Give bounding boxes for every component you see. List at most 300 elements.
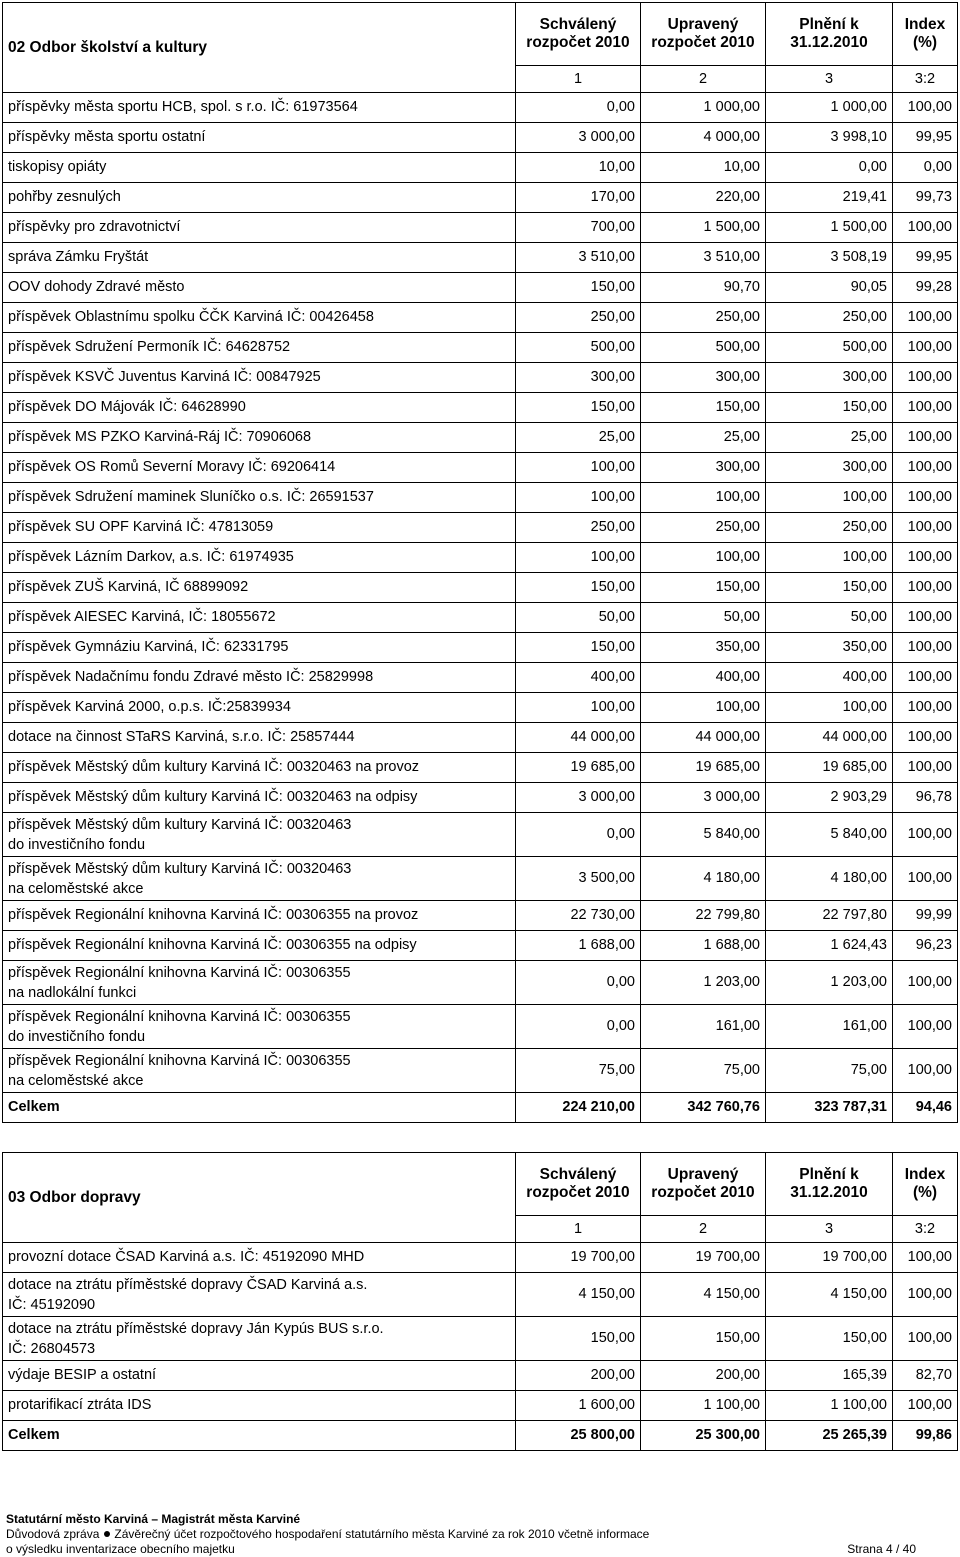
cell-v2: 5 840,00 xyxy=(641,813,766,857)
cell-v4: 100,00 xyxy=(893,303,958,333)
cell-v2: 161,00 xyxy=(641,1005,766,1049)
row-label-text: dotace na ztrátu příměstské dopravy ČSAD Karviná a.s. xyxy=(8,1276,368,1293)
row-label xyxy=(3,363,516,393)
cell-v1: 300,00 xyxy=(516,363,641,393)
cell-v4: 100,00 xyxy=(893,663,958,693)
col-number-2: 2 xyxy=(641,1216,766,1243)
cell-v1: 150,00 xyxy=(516,273,641,303)
cell-v1: 150,00 xyxy=(516,573,641,603)
row-label-text-cont: do investičního fondu xyxy=(8,1028,146,1045)
cell-v3: 25,00 xyxy=(766,423,893,453)
cell-v3: 19 700,00 xyxy=(766,1243,893,1273)
cell-v3: 150,00 xyxy=(766,573,893,603)
cell-v3: 250,00 xyxy=(766,303,893,333)
row-label-text: příspěvek AIESEC Karviná, IČ: 18055672 xyxy=(8,609,276,625)
cell-v1: 0,00 xyxy=(516,813,641,857)
cell-v3: 150,00 xyxy=(766,1317,893,1361)
row-label-text: správa Zámku Fryštát xyxy=(8,249,149,265)
row-label xyxy=(3,1005,516,1049)
cell-v2: 1 100,00 xyxy=(641,1391,766,1421)
table-row xyxy=(3,273,958,303)
cell-v1: 25,00 xyxy=(516,423,641,453)
row-label xyxy=(3,1391,516,1421)
table-row xyxy=(3,183,958,213)
cell-v4: 100,00 xyxy=(893,543,958,573)
cell-v1: 1 688,00 xyxy=(516,931,641,961)
cell-v3: 150,00 xyxy=(766,393,893,423)
cell-v4: 99,73 xyxy=(893,183,958,213)
cell-v2: 300,00 xyxy=(641,453,766,483)
table-row xyxy=(3,753,958,783)
cell-v3: 1 500,00 xyxy=(766,213,893,243)
cell-v3: 75,00 xyxy=(766,1049,893,1093)
table-row xyxy=(3,857,958,901)
cell-v1: 1 600,00 xyxy=(516,1391,641,1421)
col-number-1: 1 xyxy=(516,1216,641,1243)
total-label: Celkem xyxy=(3,1093,516,1123)
cell-v4: 100,00 xyxy=(893,857,958,901)
cell-v2: 4 150,00 xyxy=(641,1273,766,1317)
cell-v2: 19 700,00 xyxy=(641,1243,766,1273)
cell-v3: 2 903,29 xyxy=(766,783,893,813)
row-label-text-cont: na celoměstské akce xyxy=(8,1072,144,1089)
table-row xyxy=(3,513,958,543)
table-school-culture xyxy=(2,2,958,1123)
cell-v2: 100,00 xyxy=(641,483,766,513)
cell-v1: 3 000,00 xyxy=(516,123,641,153)
cell-v1: 4 150,00 xyxy=(516,1273,641,1317)
total-row xyxy=(3,1093,958,1123)
cell-v4: 100,00 xyxy=(893,393,958,423)
total-v1: 224 210,00 xyxy=(516,1093,641,1123)
header-approved-budget: Schválený rozpočet 2010 xyxy=(516,3,641,66)
table-row xyxy=(3,333,958,363)
cell-v4: 100,00 xyxy=(893,813,958,857)
row-label-text: příspěvek MS PZKO Karviná-Ráj IČ: 70906068 xyxy=(8,429,312,445)
cell-v1: 100,00 xyxy=(516,543,641,573)
cell-v1: 75,00 xyxy=(516,1049,641,1093)
row-label xyxy=(3,961,516,1005)
row-label xyxy=(3,273,516,303)
footer-report-line xyxy=(6,1527,916,1542)
cell-v4: 100,00 xyxy=(893,1391,958,1421)
table-row xyxy=(3,901,958,931)
cell-v2: 200,00 xyxy=(641,1361,766,1391)
cell-v2: 250,00 xyxy=(641,303,766,333)
row-label xyxy=(3,1273,516,1317)
row-label-text: příspěvek Regionální knihovna Karviná IČ: 00306355 na provoz xyxy=(8,907,419,923)
cell-v4: 100,00 xyxy=(893,1273,958,1317)
cell-v3: 0,00 xyxy=(766,153,893,183)
cell-v3: 90,05 xyxy=(766,273,893,303)
total-v4: 99,86 xyxy=(893,1421,958,1451)
cell-v2: 3 000,00 xyxy=(641,783,766,813)
cell-v3: 1 203,00 xyxy=(766,961,893,1005)
department-title: 02 Odbor školství a kultury xyxy=(3,3,516,93)
cell-v3: 5 840,00 xyxy=(766,813,893,857)
table-row xyxy=(3,783,958,813)
cell-v3: 3 998,10 xyxy=(766,123,893,153)
row-label-text: příspěvek Městský dům kultury Karviná IČ: 00320463 xyxy=(8,816,352,833)
table-row xyxy=(3,1005,958,1049)
row-label xyxy=(3,1317,516,1361)
cell-v1: 22 730,00 xyxy=(516,901,641,931)
cell-v3: 4 180,00 xyxy=(766,857,893,901)
cell-v3: 50,00 xyxy=(766,603,893,633)
cell-v4: 100,00 xyxy=(893,693,958,723)
cell-v2: 25,00 xyxy=(641,423,766,453)
cell-v1: 3 510,00 xyxy=(516,243,641,273)
row-label xyxy=(3,663,516,693)
page-footer xyxy=(6,1512,916,1557)
row-label xyxy=(3,333,516,363)
footer-last-line xyxy=(6,1542,916,1557)
cell-v4: 100,00 xyxy=(893,603,958,633)
cell-v2: 500,00 xyxy=(641,333,766,363)
row-label xyxy=(3,423,516,453)
table-row xyxy=(3,1317,958,1361)
cell-v3: 100,00 xyxy=(766,543,893,573)
cell-v2: 4 180,00 xyxy=(641,857,766,901)
footer-report-title: Závěrečný účet rozpočtového hospodaření statutárního města Karviné za rok 2010 včetně informace xyxy=(114,1527,650,1541)
cell-v2: 50,00 xyxy=(641,603,766,633)
table-row xyxy=(3,633,958,663)
cell-v1: 500,00 xyxy=(516,333,641,363)
cell-v1: 19 685,00 xyxy=(516,753,641,783)
header-index: Index (%) xyxy=(893,3,958,66)
cell-v4: 100,00 xyxy=(893,213,958,243)
cell-v1: 250,00 xyxy=(516,513,641,543)
table-row xyxy=(3,423,958,453)
row-label xyxy=(3,483,516,513)
col-number-4: 3:2 xyxy=(893,1216,958,1243)
row-label xyxy=(3,901,516,931)
header-adjusted-budget: Upravený rozpočet 2010 xyxy=(641,1153,766,1216)
row-label xyxy=(3,153,516,183)
row-label-text: příspěvek Městský dům kultury Karviná IČ: 00320463 xyxy=(8,860,352,877)
cell-v3: 19 685,00 xyxy=(766,753,893,783)
cell-v1: 10,00 xyxy=(516,153,641,183)
table-row xyxy=(3,363,958,393)
cell-v2: 1 500,00 xyxy=(641,213,766,243)
row-label-text: příspěvky města sportu ostatní xyxy=(8,129,206,145)
cell-v1: 44 000,00 xyxy=(516,723,641,753)
cell-v3: 500,00 xyxy=(766,333,893,363)
cell-v1: 100,00 xyxy=(516,453,641,483)
table-row xyxy=(3,961,958,1005)
row-label xyxy=(3,513,516,543)
total-label: Celkem xyxy=(3,1421,516,1451)
row-label xyxy=(3,1361,516,1391)
cell-v4: 100,00 xyxy=(893,1005,958,1049)
row-label-text: příspěvek Nadačnímu fondu Zdravé město IČ: 25829998 xyxy=(8,669,374,685)
cell-v1: 3 000,00 xyxy=(516,783,641,813)
row-label-text: příspěvek Regionální knihovna Karviná IČ: 00306355 na odpisy xyxy=(8,937,417,953)
table-row xyxy=(3,1243,958,1273)
row-label xyxy=(3,543,516,573)
total-v2: 25 300,00 xyxy=(641,1421,766,1451)
row-label xyxy=(3,857,516,901)
table-row xyxy=(3,123,958,153)
department-title: 03 Odbor dopravy xyxy=(3,1153,516,1243)
row-label-text: dotace na ztrátu příměstské dopravy Ján Kypús BUS s.r.o. xyxy=(8,1320,384,1337)
row-label-text: pohřby zesnulých xyxy=(8,189,121,205)
cell-v2: 22 799,80 xyxy=(641,901,766,931)
row-label-text: příspěvek Regionální knihovna Karviná IČ: 00306355 xyxy=(8,964,351,981)
cell-v2: 19 685,00 xyxy=(641,753,766,783)
cell-v4: 100,00 xyxy=(893,753,958,783)
table-row xyxy=(3,243,958,273)
row-label-text-cont: na nadlokální funkci xyxy=(8,984,137,1001)
cell-v3: 4 150,00 xyxy=(766,1273,893,1317)
cell-v2: 1 688,00 xyxy=(641,931,766,961)
cell-v1: 150,00 xyxy=(516,1317,641,1361)
row-label xyxy=(3,573,516,603)
row-label-text: tiskopisy opiáty xyxy=(8,159,107,175)
total-v4: 94,46 xyxy=(893,1093,958,1123)
row-label xyxy=(3,453,516,483)
cell-v4: 100,00 xyxy=(893,1049,958,1093)
table-row xyxy=(3,813,958,857)
cell-v2: 90,70 xyxy=(641,273,766,303)
row-label-text: příspěvek DO Májovák IČ: 64628990 xyxy=(8,399,246,415)
cell-v4: 100,00 xyxy=(893,363,958,393)
row-label-text: příspěvky pro zdravotnictví xyxy=(8,219,181,235)
row-label-text: příspěvek SU OPF Karviná IČ: 47813059 xyxy=(8,519,274,535)
row-label xyxy=(3,243,516,273)
table-row xyxy=(3,603,958,633)
row-label xyxy=(3,603,516,633)
row-label-text: příspěvek Regionální knihovna Karviná IČ: 00306355 xyxy=(8,1008,351,1025)
table-row xyxy=(3,93,958,123)
row-label xyxy=(3,633,516,663)
cell-v2: 100,00 xyxy=(641,543,766,573)
row-label xyxy=(3,813,516,857)
row-label xyxy=(3,693,516,723)
cell-v3: 1 100,00 xyxy=(766,1391,893,1421)
row-label-text: příspěvek Městský dům kultury Karviná IČ: 00320463 na provoz xyxy=(8,759,420,775)
footer-city: Statutární město Karviná – Magistrát města Karviné xyxy=(6,1512,301,1526)
table-body xyxy=(3,1243,958,1451)
cell-v1: 400,00 xyxy=(516,663,641,693)
row-label-text-cont: IČ: 26804573 xyxy=(8,1340,96,1357)
row-label-text: provozní dotace ČSAD Karviná a.s. IČ: 45192090 MHD xyxy=(8,1249,365,1265)
col-number-3: 3 xyxy=(766,1216,893,1243)
row-label-text: protarifikací ztráta IDS xyxy=(8,1397,152,1413)
cell-v4: 100,00 xyxy=(893,513,958,543)
row-label xyxy=(3,123,516,153)
table-row xyxy=(3,1361,958,1391)
row-label-text: příspěvek Karviná 2000, o.p.s. IČ:25839934 xyxy=(8,699,291,715)
row-label-text-cont: IČ: 45192090 xyxy=(8,1296,96,1313)
cell-v2: 75,00 xyxy=(641,1049,766,1093)
cell-v4: 100,00 xyxy=(893,1317,958,1361)
cell-v1: 170,00 xyxy=(516,183,641,213)
table-row xyxy=(3,573,958,603)
row-label xyxy=(3,213,516,243)
cell-v3: 161,00 xyxy=(766,1005,893,1049)
table-transport xyxy=(2,1152,958,1451)
cell-v4: 96,23 xyxy=(893,931,958,961)
cell-v3: 165,39 xyxy=(766,1361,893,1391)
cell-v3: 400,00 xyxy=(766,663,893,693)
cell-v2: 1 000,00 xyxy=(641,93,766,123)
row-label-text: příspěvek Gymnáziu Karviná, IČ: 62331795 xyxy=(8,639,289,655)
cell-v4: 82,70 xyxy=(893,1361,958,1391)
row-label xyxy=(3,1049,516,1093)
cell-v4: 100,00 xyxy=(893,633,958,663)
cell-v1: 100,00 xyxy=(516,693,641,723)
table-row xyxy=(3,213,958,243)
cell-v2: 400,00 xyxy=(641,663,766,693)
row-label-text-cont: do investičního fondu xyxy=(8,836,146,853)
cell-v2: 150,00 xyxy=(641,1317,766,1361)
cell-v2: 1 203,00 xyxy=(641,961,766,1005)
cell-v4: 96,78 xyxy=(893,783,958,813)
cell-v3: 3 508,19 xyxy=(766,243,893,273)
cell-v2: 4 000,00 xyxy=(641,123,766,153)
cell-v3: 219,41 xyxy=(766,183,893,213)
cell-v2: 10,00 xyxy=(641,153,766,183)
table-row xyxy=(3,1391,958,1421)
cell-v1: 150,00 xyxy=(516,393,641,423)
col-number-1: 1 xyxy=(516,66,641,93)
table-row xyxy=(3,931,958,961)
cell-v1: 150,00 xyxy=(516,633,641,663)
cell-v4: 99,95 xyxy=(893,243,958,273)
cell-v2: 3 510,00 xyxy=(641,243,766,273)
cell-v4: 100,00 xyxy=(893,423,958,453)
cell-v3: 1 624,43 xyxy=(766,931,893,961)
cell-v3: 350,00 xyxy=(766,633,893,663)
total-v1: 25 800,00 xyxy=(516,1421,641,1451)
cell-v2: 350,00 xyxy=(641,633,766,663)
total-v3: 323 787,31 xyxy=(766,1093,893,1123)
row-label-text: příspěvek OS Romů Severní Moravy IČ: 69206414 xyxy=(8,459,336,475)
cell-v4: 100,00 xyxy=(893,483,958,513)
header-index: Index (%) xyxy=(893,1153,958,1216)
cell-v4: 100,00 xyxy=(893,573,958,603)
row-label-text: OOV dohody Zdravé město xyxy=(8,279,185,295)
header-approved-budget: Schválený rozpočet 2010 xyxy=(516,1153,641,1216)
row-label-text: příspěvek KSVČ Juventus Karviná IČ: 00847925 xyxy=(8,369,321,385)
footer-report-title-cont: o výsledku inventarizace obecního majetku xyxy=(6,1542,235,1556)
cell-v4: 100,00 xyxy=(893,1243,958,1273)
row-label-text: příspěvek Lázním Darkov, a.s. IČ: 61974935 xyxy=(8,549,294,565)
header-fulfillment: Plnění k 31.12.2010 xyxy=(766,3,893,66)
row-label xyxy=(3,723,516,753)
row-label-text: příspěvek Městský dům kultury Karviná IČ: 00320463 na odpisy xyxy=(8,789,418,805)
cell-v1: 700,00 xyxy=(516,213,641,243)
table-row xyxy=(3,153,958,183)
cell-v1: 200,00 xyxy=(516,1361,641,1391)
row-label xyxy=(3,931,516,961)
col-number-2: 2 xyxy=(641,66,766,93)
cell-v4: 0,00 xyxy=(893,153,958,183)
row-label xyxy=(3,393,516,423)
row-label-text: příspěvek Sdružení Permoník IČ: 64628752 xyxy=(8,339,291,355)
row-label xyxy=(3,783,516,813)
cell-v4: 100,00 xyxy=(893,723,958,753)
total-v2: 342 760,76 xyxy=(641,1093,766,1123)
cell-v2: 250,00 xyxy=(641,513,766,543)
cell-v4: 100,00 xyxy=(893,453,958,483)
cell-v2: 300,00 xyxy=(641,363,766,393)
cell-v3: 250,00 xyxy=(766,513,893,543)
cell-v3: 300,00 xyxy=(766,453,893,483)
table-body xyxy=(3,93,958,1123)
row-label-text: dotace na činnost STaRS Karviná, s.r.o. IČ: 25857444 xyxy=(8,729,355,745)
cell-v4: 99,99 xyxy=(893,901,958,931)
row-label xyxy=(3,303,516,333)
row-label-text-cont: na celoměstské akce xyxy=(8,880,144,897)
row-label-text: příspěvek Oblastnímu spolku ČČK Karviná IČ: 00426458 xyxy=(8,309,374,325)
cell-v1: 100,00 xyxy=(516,483,641,513)
cell-v4: 100,00 xyxy=(893,93,958,123)
col-number-4: 3:2 xyxy=(893,66,958,93)
cell-v1: 0,00 xyxy=(516,961,641,1005)
table-row xyxy=(3,483,958,513)
total-v3: 25 265,39 xyxy=(766,1421,893,1451)
cell-v3: 100,00 xyxy=(766,483,893,513)
header-adjusted-budget: Upravený rozpočet 2010 xyxy=(641,3,766,66)
cell-v1: 3 500,00 xyxy=(516,857,641,901)
table-row xyxy=(3,393,958,423)
cell-v1: 0,00 xyxy=(516,93,641,123)
cell-v2: 150,00 xyxy=(641,393,766,423)
table-row xyxy=(3,693,958,723)
row-label-text: příspěvky města sportu HCB, spol. s r.o. IČ: 61973564 xyxy=(8,99,358,115)
cell-v2: 220,00 xyxy=(641,183,766,213)
footer-report-type: Důvodová zpráva xyxy=(6,1527,100,1541)
cell-v2: 150,00 xyxy=(641,573,766,603)
table-row xyxy=(3,303,958,333)
table-row xyxy=(3,663,958,693)
cell-v4: 100,00 xyxy=(893,333,958,363)
cell-v3: 100,00 xyxy=(766,693,893,723)
cell-v4: 99,28 xyxy=(893,273,958,303)
cell-v4: 100,00 xyxy=(893,961,958,1005)
cell-v3: 44 000,00 xyxy=(766,723,893,753)
cell-v3: 22 797,80 xyxy=(766,901,893,931)
row-label xyxy=(3,753,516,783)
header-fulfillment: Plnění k 31.12.2010 xyxy=(766,1153,893,1216)
row-label-text: výdaje BESIP a ostatní xyxy=(8,1367,157,1383)
row-label xyxy=(3,1243,516,1273)
total-row xyxy=(3,1421,958,1451)
cell-v4: 99,95 xyxy=(893,123,958,153)
table-row xyxy=(3,453,958,483)
row-label-text: příspěvek Regionální knihovna Karviná IČ: 00306355 xyxy=(8,1052,351,1069)
cell-v3: 300,00 xyxy=(766,363,893,393)
table-row xyxy=(3,1049,958,1093)
col-number-3: 3 xyxy=(766,66,893,93)
bullet-icon xyxy=(104,1531,110,1537)
cell-v1: 0,00 xyxy=(516,1005,641,1049)
table-row xyxy=(3,723,958,753)
cell-v2: 100,00 xyxy=(641,693,766,723)
cell-v1: 19 700,00 xyxy=(516,1243,641,1273)
row-label xyxy=(3,93,516,123)
table-row xyxy=(3,543,958,573)
cell-v2: 44 000,00 xyxy=(641,723,766,753)
row-label-text: příspěvek ZUŠ Karviná, IČ 68899092 xyxy=(8,579,249,595)
table-row xyxy=(3,1273,958,1317)
cell-v3: 1 000,00 xyxy=(766,93,893,123)
cell-v1: 50,00 xyxy=(516,603,641,633)
page-number: Strana 4 / 40 xyxy=(847,1542,916,1556)
row-label-text: příspěvek Sdružení maminek Sluníčko o.s. IČ: 26591537 xyxy=(8,489,374,505)
